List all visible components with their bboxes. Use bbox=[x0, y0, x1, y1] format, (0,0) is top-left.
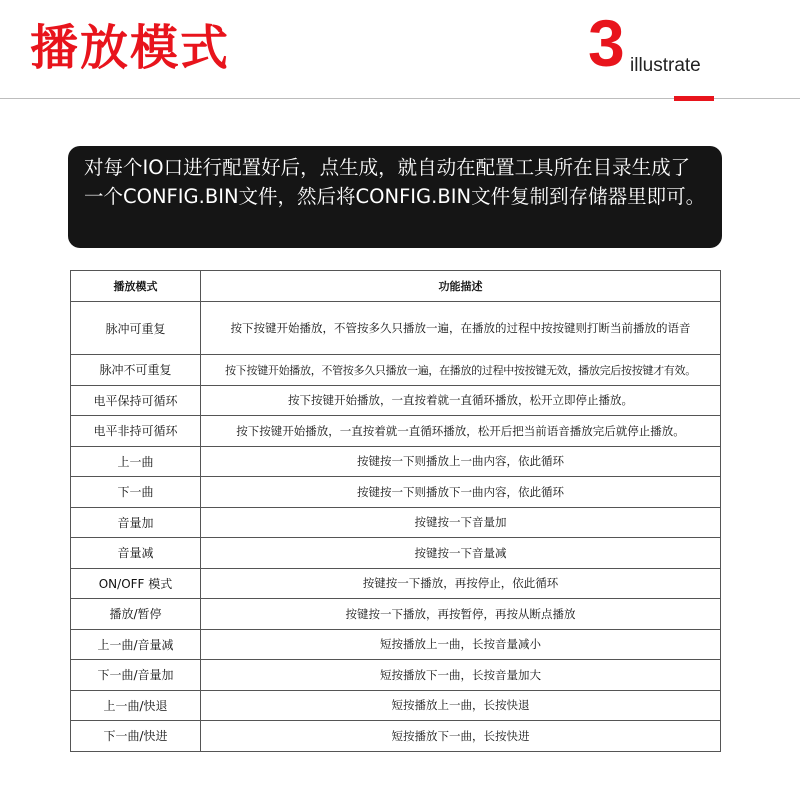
instruction-text: 对每个IO口进行配置好后，点生成，就自动在配置工具所在目录生成了一个CONFIG.BIN文件，然后将CONFIG.BIN文件复制到存储器里即可。 bbox=[84, 156, 706, 208]
mode-cell: 脉冲可重复 bbox=[71, 302, 201, 355]
table-row bbox=[71, 446, 721, 477]
mode-cell: 电平非持可循环 bbox=[71, 416, 201, 447]
brand-word: illustrate bbox=[630, 55, 701, 76]
mode-cell: 下一曲/快进 bbox=[71, 721, 201, 752]
desc-cell: 按下按键开始播放，一直按着就一直循环播放，松开后把当前语音播放完后就停止播放。 bbox=[201, 416, 721, 447]
header-cell-mode: 播放模式 bbox=[71, 271, 201, 302]
header-divider-accent bbox=[674, 96, 714, 101]
mode-cell: ON/OFF 模式 bbox=[71, 568, 201, 599]
play-mode-table bbox=[70, 270, 721, 752]
table-row bbox=[71, 660, 721, 691]
header-cell-desc: 功能描述 bbox=[201, 271, 721, 302]
instruction-note bbox=[68, 146, 722, 248]
table-row bbox=[71, 568, 721, 599]
table-row bbox=[71, 302, 721, 355]
table-row bbox=[71, 416, 721, 447]
brand-number: 3 bbox=[588, 6, 625, 80]
desc-cell: 按下按键开始播放，不管按多久只播放一遍，在播放的过程中按按键则打断当前播放的语音 bbox=[201, 302, 721, 355]
mode-cell: 上一曲 bbox=[71, 446, 201, 477]
desc-cell: 按键按一下播放，再按停止，依此循环 bbox=[201, 568, 721, 599]
table-row bbox=[71, 599, 721, 630]
mode-cell: 下一曲 bbox=[71, 477, 201, 508]
table-row bbox=[71, 355, 721, 386]
desc-cell: 按键按一下则播放上一曲内容，依此循环 bbox=[201, 446, 721, 477]
mode-cell: 脉冲不可重复 bbox=[71, 355, 201, 386]
table-row bbox=[71, 477, 721, 508]
desc-cell: 按键按一下播放，再按暂停，再按从断点播放 bbox=[201, 599, 721, 630]
mode-cell: 音量加 bbox=[71, 507, 201, 538]
table-row bbox=[71, 538, 721, 569]
desc-cell: 按键按一下则播放下一曲内容，依此循环 bbox=[201, 477, 721, 508]
table-header-row bbox=[71, 271, 721, 302]
table-row bbox=[71, 721, 721, 752]
table-row bbox=[71, 629, 721, 660]
table-row bbox=[71, 385, 721, 416]
mode-cell: 电平保持可循环 bbox=[71, 385, 201, 416]
desc-cell: 短按播放下一曲，长按快进 bbox=[201, 721, 721, 752]
mode-cell: 播放/暂停 bbox=[71, 599, 201, 630]
desc-cell: 短按播放上一曲，长按快退 bbox=[201, 690, 721, 721]
mode-cell: 下一曲/音量加 bbox=[71, 660, 201, 691]
mode-cell: 上一曲/音量减 bbox=[71, 629, 201, 660]
desc-cell: 短按播放下一曲，长按音量加大 bbox=[201, 660, 721, 691]
desc-cell: 按下按键开始播放，一直按着就一直循环播放，松开立即停止播放。 bbox=[201, 385, 721, 416]
table-row bbox=[71, 507, 721, 538]
desc-cell: 按下按键开始播放，不管按多久只播放一遍，在播放的过程中按按键无效，播放完后按按键才有效。 bbox=[201, 355, 721, 386]
table-row bbox=[71, 690, 721, 721]
desc-cell: 按键按一下音量减 bbox=[201, 538, 721, 569]
desc-cell: 按键按一下音量加 bbox=[201, 507, 721, 538]
mode-cell: 上一曲/快退 bbox=[71, 690, 201, 721]
page-title: 播放模式 bbox=[30, 20, 231, 76]
mode-cell: 音量减 bbox=[71, 538, 201, 569]
desc-cell: 短按播放上一曲，长按音量减小 bbox=[201, 629, 721, 660]
